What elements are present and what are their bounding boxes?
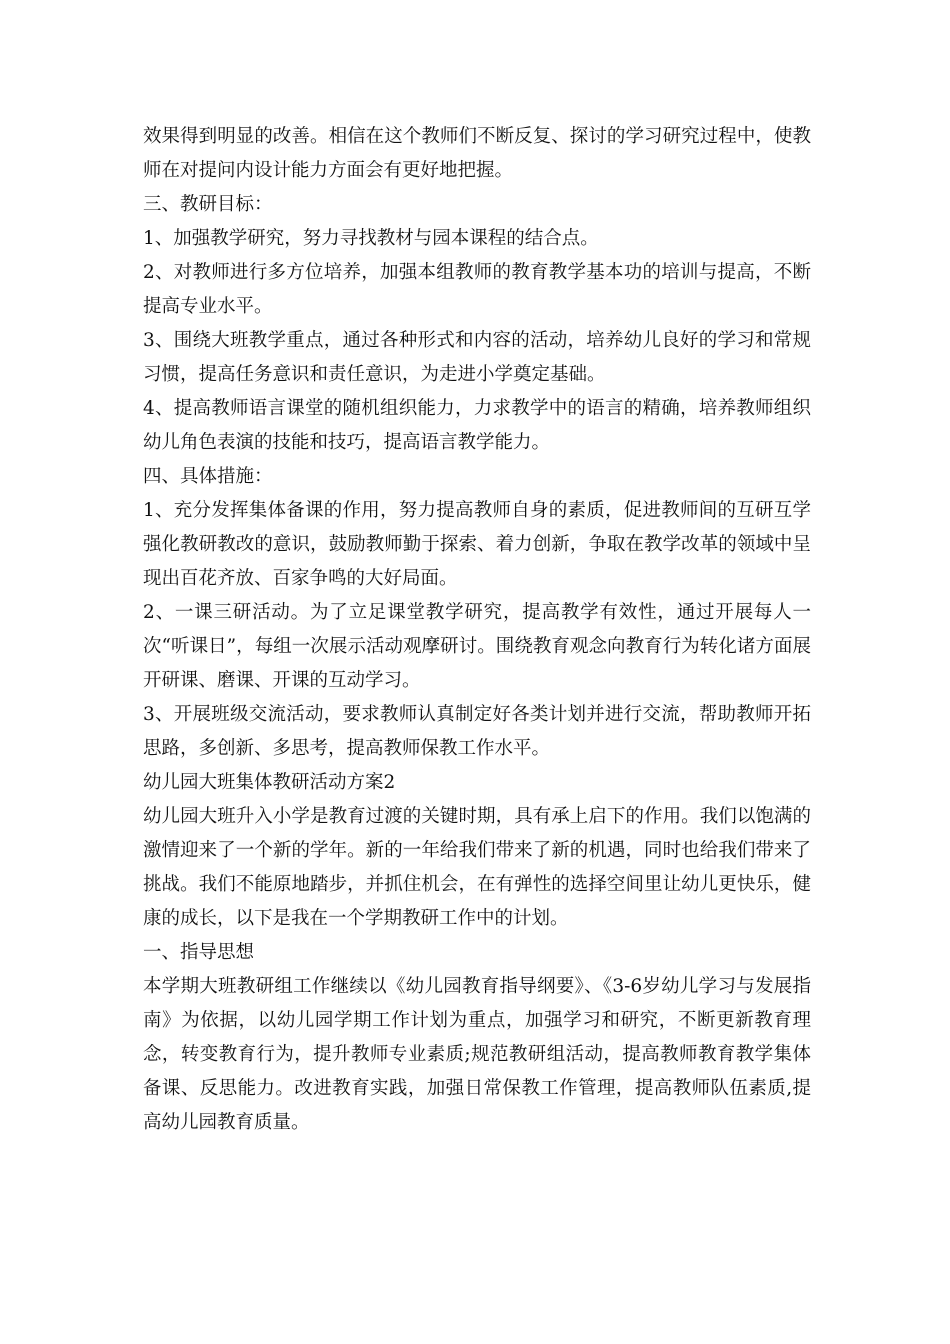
- plan-2-intro: 幼儿园大班升入小学是教育过渡的关键时期，具有承上启下的作用。我们以饱满的激情迎来了一个新的学年。新的一年给我们带来了新的机遇，同时也给我们带来了挑战。我们不能原地踏步，并抓住机会，在有弹性的选择空间里让幼儿更快乐，健康的成长，以下是我在一个学期教研工作中的计划。: [143, 806, 811, 929]
- goal-item-4: 4、提高教师语言课堂的随机组织能力，力求教学中的语言的精确，培养教师组织幼儿角色表演的技能和技巧，提高语言教学能力。: [143, 398, 811, 453]
- paragraph-continuation: 效果得到明显的改善。相信在这个教师们不断反复、探讨的学习研究过程中，使教师在对提问内设计能力方面会有更好地把握。: [143, 126, 811, 181]
- section-title-plan-2: 幼儿园大班集体教研活动方案2: [143, 772, 396, 793]
- goal-item-1: 1、加强教学研究，努力寻找教材与园本课程的结合点。: [143, 228, 599, 249]
- goal-item-2: 2、对教师进行多方位培养，加强本组教师的教育教学基本功的培训与提高，不断提高专业水平。: [143, 262, 811, 317]
- heading-guiding-ideology: 一、指导思想: [143, 942, 255, 963]
- measure-item-2: 2、一课三研活动。为了立足课堂教学研究，提高教学有效性，通过开展每人一次“听课日”，每组一次展示活动观摩研讨。围绕教育观念向教育行为转化诸方面展开研课、磨课、开课的互动学习。: [143, 602, 811, 691]
- document-body: [143, 120, 811, 1140]
- measure-item-3: 3、开展班级交流活动，要求教师认真制定好各类计划并进行交流，帮助教师开拓思路，多创新、多思考，提高教师保教工作水平。: [143, 704, 811, 759]
- measure-item-1: 1、充分发挥集体备课的作用，努力提高教师自身的素质，促进教师间的互研互学强化教研教改的意识，鼓励教师勤于探索、着力创新，争取在教学改革的领域中呈现出百花齐放、百家争鸣的大好局面。: [143, 500, 811, 589]
- goal-item-3: 3、围绕大班教学重点，通过各种形式和内容的活动，培养幼儿良好的学习和常规习惯，提高任务意识和责任意识，为走进小学奠定基础。: [143, 330, 811, 385]
- guiding-ideology-text: 本学期大班教研组工作继续以《幼儿园教育指导纲要》、《3-6岁幼儿学习与发展指南》为依据，以幼儿园学期工作计划为重点，加强学习和研究，不断更新教育理念，转变教育行为，提升教师专业素质;规范教研组活动，提高教师教育教学集体备课、反思能力。改进教育实践，加强日常保教工作管理，提高教师队伍素质,提高幼儿园教育质量。: [143, 976, 811, 1133]
- heading-research-goals: 三、教研目标：: [143, 194, 273, 215]
- heading-specific-measures: 四、具体措施：: [143, 466, 273, 487]
